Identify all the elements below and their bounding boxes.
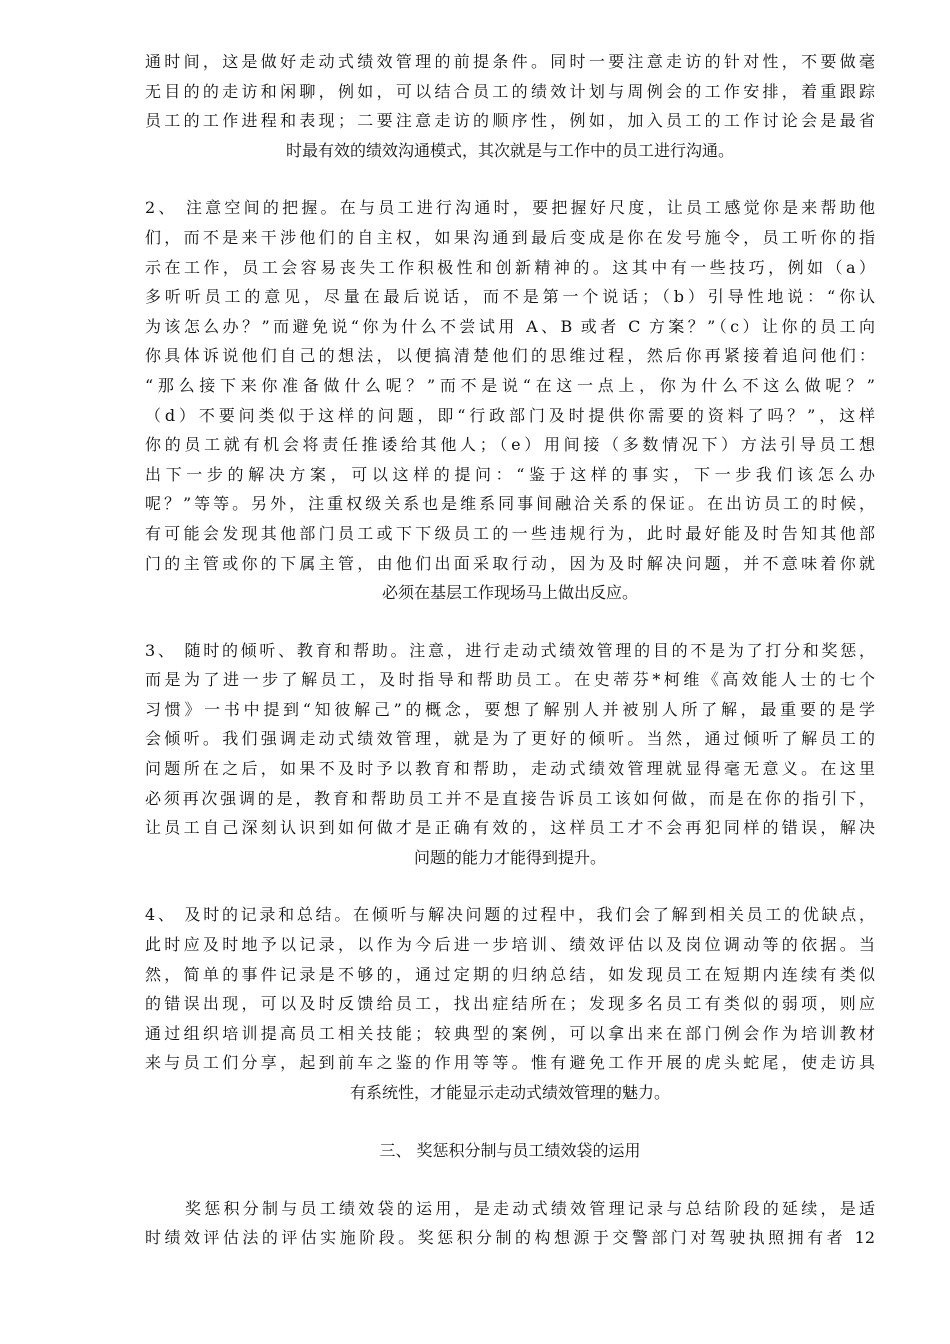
text-line: 问题所在之后，如果不及时予以教育和帮助，走动式绩效管理就显得毫无意义。在这里: [145, 759, 875, 779]
text-line: 时绩效评估法的评估实施阶段。奖惩积分制的构想源于交警部门对驾驶执照拥有者 12: [145, 1228, 875, 1248]
paragraph-spacer: [145, 1108, 875, 1136]
paragraph-spacer: [145, 872, 875, 900]
paragraph-spacer: [145, 1166, 875, 1194]
paragraph-item-4: [145, 900, 875, 1107]
text-line: 3、 随时的倾听、教育和帮助。注意，进行走动式绩效管理的目的不是为了打分和奖惩，: [145, 640, 875, 660]
paragraph-spacer: [145, 608, 875, 636]
text-line: 而是为了进一步了解员工，及时指导和帮助员工。在史蒂芬*柯维《高效能人士的七个: [145, 670, 875, 690]
text-line: “那么接下来你准备做什么呢？”而不是说“在这一点上，你为什么不这么做呢？”: [145, 375, 875, 395]
text-line: 2、 注意空间的把握。在与员工进行沟通时，要把握好尺度，让员工感觉你是来帮助他: [145, 198, 875, 218]
paragraph-section-3: [145, 1194, 875, 1253]
text-line: 必须再次强调的是，教育和帮助员工并不是直接告诉员工该如何做，而是在你的指引下，: [145, 788, 875, 808]
text-line: 时最有效的绩效沟通模式，其次就是与工作中的员工进行沟通。: [285, 140, 734, 160]
text-line: 来与员工们分享，起到前车之鉴的作用等等。惟有避免工作开展的虎头蛇尾，使走访具: [145, 1053, 875, 1073]
text-line: 的错误出现，可以及时反馈给员工，找出症结所在；发现多名员工有类似的弱项，则应: [145, 994, 875, 1014]
text-line: 呢？”等等。另外，注重权级关系也是维系同事间融洽关系的保证。在出访员工的时候，: [145, 494, 875, 514]
text-line: 示在工作，员工会容易丧失工作积极性和创新精神的。这其中有一些技巧，例如（a）: [145, 257, 875, 277]
text-line: 门的主管或你的下属主管，由他们出面采取行动，因为及时解决问题，并不意味着你就: [145, 553, 875, 573]
text-line: 让员工自己深刻认识到如何做才是正确有效的，这样员工才不会再犯同样的错误，解决: [145, 818, 875, 838]
text-line: （d）不要问类似于这样的问题，即“行政部门及时提供你需要的资料了吗？”，这样: [145, 405, 875, 425]
text-line: 通过组织培训提高员工相关技能；较典型的案例，可以拿出来在部门例会作为培训教材: [145, 1023, 875, 1043]
text-line: 们，而不是来干涉他们的自主权，如果沟通到最后变成是你在发号施令，员工听你的指: [145, 227, 875, 247]
paragraph-item-3: [145, 636, 875, 873]
text-line: 为该怎么办？”而避免说“你为什么不尝试用 A、B 或者 C 方案？”（c）让你的员工向: [145, 316, 875, 336]
text-line: 无目的的走访和闲聊，例如，可以结合员工的绩效计划与周例会的工作安排，着重跟踪: [145, 81, 875, 101]
text-line: 出下一步的解决方案，可以这样的提问：“鉴于这样的事实，下一步我们该怎么办: [145, 464, 875, 484]
text-line: 习惯》一书中提到“知彼解己”的概念，要想了解别人并被别人所了解，最重要的是学: [145, 699, 875, 719]
section-heading: 三、 奖惩积分制与员工绩效袋的运用: [379, 1140, 641, 1160]
text-line: 有可能会发现其他部门员工或下下级员工的一些违规行为，此时最好能及时告知其他部: [145, 523, 875, 543]
document-page: [145, 47, 875, 1253]
text-line: 你的员工就有机会将责任推诿给其他人；（e）用间接（多数情况下）方法引导员工想: [145, 435, 875, 455]
text-line: 此时应及时地予以记录，以作为今后进一步培训、绩效评估以及岗位调动等的依据。当: [145, 935, 875, 955]
text-line: 然，简单的事件记录是不够的，通过定期的归纳总结，如发现员工在短期内连续有类似: [145, 964, 875, 984]
text-line: 问题的能力才能得到提升。: [413, 847, 606, 867]
paragraph-spacer: [145, 165, 875, 193]
text-line: 4、 及时的记录和总结。在倾听与解决问题的过程中，我们会了解到相关员工的优缺点，: [145, 905, 875, 925]
text-line: 会倾听。我们强调走动式绩效管理，就是为了更好的倾听。当然，通过倾听了解员工的: [145, 729, 875, 749]
text-line: 必须在基层工作现场马上做出反应。: [381, 583, 638, 603]
paragraph-intro: [145, 47, 875, 165]
text-line: 奖惩积分制与员工绩效袋的运用，是走动式绩效管理记录与总结阶段的延续，是适: [185, 1198, 875, 1218]
text-line: 你具体诉说他们自己的想法，以便搞清楚他们的思维过程，然后你再紧接着追问他们：: [145, 346, 875, 366]
text-line: 有系统性，才能显示走动式绩效管理的魅力。: [349, 1083, 670, 1102]
text-line: 员工的工作进程和表现；二要注意走访的顺序性，例如，加入员工的工作讨论会是最省: [145, 111, 875, 131]
paragraph-item-2: [145, 193, 875, 607]
text-line: 通时间，这是做好走动式绩效管理的前提条件。同时一要注意走访的针对性，不要做毫: [145, 52, 875, 71]
text-line: 多听听员工的意见，尽量在最后说话，而不是第一个说话；（b）引导性地说：“你认: [145, 287, 875, 307]
